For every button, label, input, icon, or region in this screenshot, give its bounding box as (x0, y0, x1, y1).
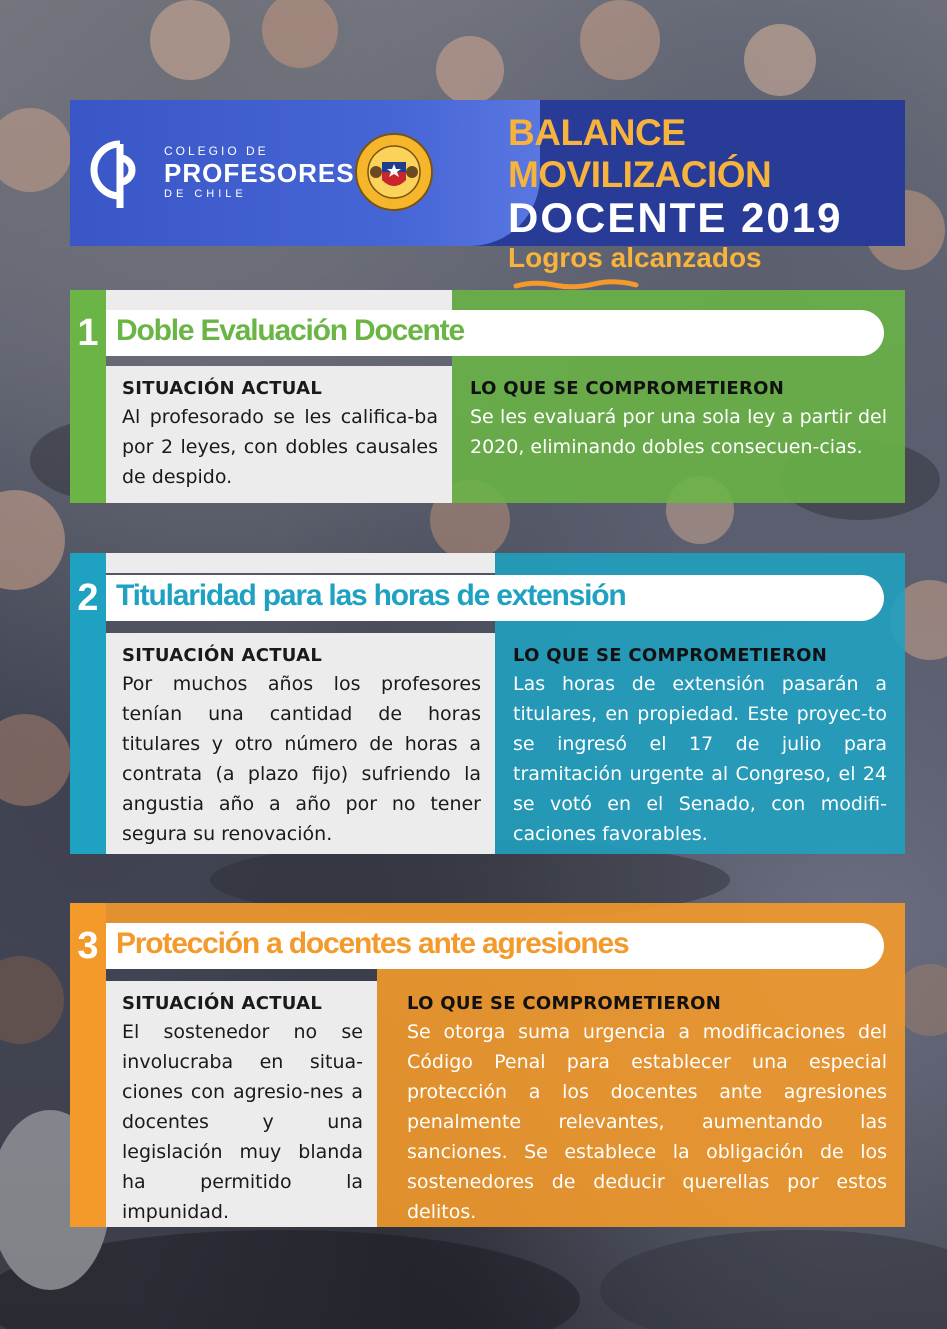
compromiso-heading: LO QUE SE COMPROMETIERON (470, 378, 785, 399)
situacion-heading: SITUACIÓN ACTUAL (122, 378, 323, 399)
situacion-heading: SITUACIÓN ACTUAL (122, 645, 323, 666)
compromiso-text: Se les evaluará por una sola ley a partir del 2020, eliminando dobles consecuen-cias. (470, 406, 887, 458)
section-1 (70, 290, 905, 503)
section-1-title: Doble Evaluación Docente (116, 314, 464, 347)
section-3-situacion (106, 981, 377, 1227)
compromiso-heading: LO QUE SE COMPROMETIERON (407, 993, 722, 1014)
section-1-number: 1 (77, 312, 99, 354)
situacion-heading: SITUACIÓN ACTUAL (122, 993, 323, 1014)
section-2-situacion (106, 633, 495, 854)
logo-text (164, 144, 355, 200)
section-3-top-strip (106, 903, 377, 923)
section-3-number: 3 (77, 925, 99, 967)
section-3-compromiso (377, 981, 905, 1227)
logo-line3: DE CHILE (164, 188, 247, 200)
compromiso-text: Las horas de extensión pasarán a titulares, en propiedad. Este proyec-to se ingresó el 17 de julio para tramitación urgente al Congreso, el 24 se votó en el Senado, con modifi-caciones favorables. (513, 673, 887, 845)
seal-icon (354, 128, 434, 216)
subtitle: Logros alcanzados (508, 242, 762, 273)
compromiso-text: Se otorga suma urgencia a modificaciones del Código Penal para establecer una especial protección a los docentes ante agresiones penalmente relevantes, aumentando las sanciones. Se establece la obligación de los sostenedores de deducir querellas por estos delitos. (407, 1021, 887, 1223)
section-1-compromiso (452, 366, 905, 503)
section-3 (70, 903, 905, 1227)
section-2-number: 2 (77, 577, 99, 619)
section-2-compromiso (495, 633, 905, 854)
logo-line2: PROFESORES (164, 158, 355, 188)
title-line2: DOCENTE 2019 (508, 194, 843, 241)
compromiso-heading: LO QUE SE COMPROMETIERON (513, 645, 828, 666)
section-2-title: Titularidad para las horas de extensión (116, 579, 626, 612)
section-2-top-strip (106, 553, 495, 573)
header-banner (70, 100, 905, 273)
section-2 (70, 553, 905, 854)
situacion-text: Al profesorado se les califica-ba por 2 leyes, con dobles causales de despido. (122, 406, 438, 488)
title-line1: BALANCE MOVILIZACIÓN (508, 112, 772, 195)
logo-line1: COLEGIO DE (164, 144, 269, 158)
colegio-profesores-logo-icon (90, 138, 150, 210)
section-3-title: Protección a docentes ante agresiones (116, 927, 629, 960)
section-1-top-strip (106, 290, 452, 310)
situacion-text: Por muchos años los profesores tenían una cantidad de horas titulares y otro número de horas a contrata (a plazo fijo) sufriendo la angustia año a año por no tener segura su renovación. (122, 673, 481, 845)
title-block (508, 112, 888, 294)
situacion-text: El sostenedor no se involucraba en situa-ciones con agresio-nes a docentes y una legislación muy blanda ha permitido la impunidad. (122, 1021, 363, 1223)
section-1-situacion (106, 366, 452, 503)
